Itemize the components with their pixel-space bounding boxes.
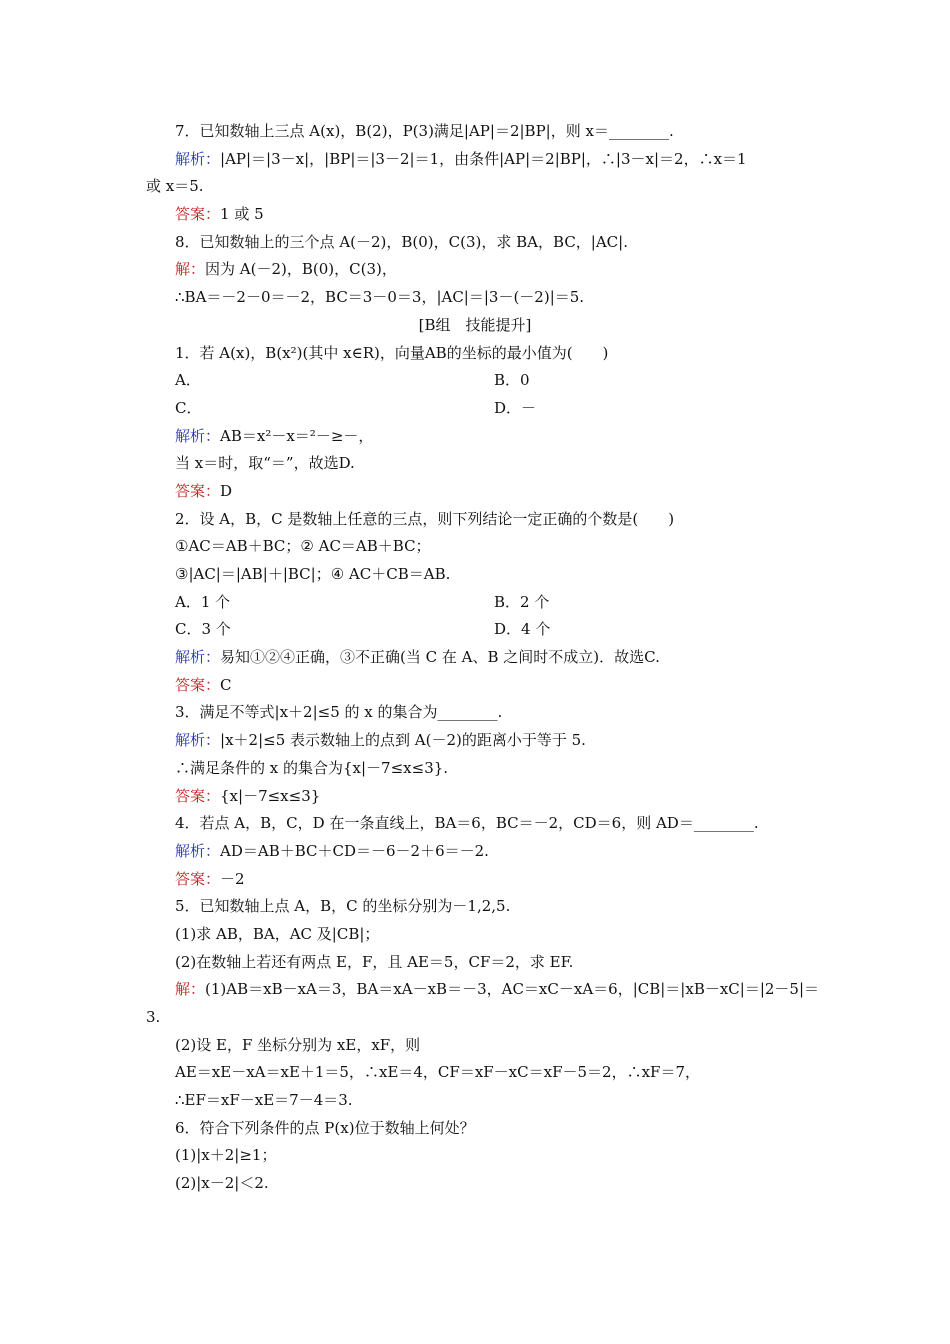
- text-line: 当 x＝时，取“＝”，故选D.: [175, 454, 355, 473]
- analysis-label: 解析：: [175, 149, 221, 168]
- answer-label: 答案：: [175, 675, 221, 694]
- answer-label: 答案：: [175, 869, 221, 888]
- text-line: 4．若点 A，B，C，D 在一条直线上，BA＝6，BC＝－2，CD＝6，则 AD＝________.: [175, 814, 759, 833]
- line-text: {x|－7≤x≤3}: [220, 786, 321, 805]
- analysis-label: 解析：: [175, 841, 221, 860]
- text-line: 或 x＝5.: [146, 177, 204, 196]
- text-line: (2)设 E，F 坐标分别为 xE，xF，则: [175, 1035, 421, 1054]
- option-right: D．4 个: [494, 620, 551, 639]
- analysis-label: 解析：: [175, 648, 221, 667]
- text-line: (2)|x－2|＜2.: [175, 1174, 269, 1193]
- line-text: C: [220, 675, 232, 694]
- text-line: ∴满足条件的 x 的集合为{x|－7≤x≤3}.: [175, 758, 449, 777]
- analysis-line: [0, 644, 950, 672]
- option-right: D．－: [494, 398, 537, 417]
- solution-label: 解：: [175, 980, 206, 999]
- option-left: C．: [175, 398, 202, 417]
- answer-label: 答案：: [175, 205, 221, 224]
- option-right: B．0: [494, 371, 530, 390]
- text-line: ∴EF＝xF－xE＝7－4＝3.: [175, 1091, 353, 1110]
- line-text: (1)AB＝xB－xA＝3，BA＝xA－xB＝－3，AC＝xC－xA＝6，|CB|＝|xB－xC|＝|2－5|＝: [205, 980, 820, 999]
- text-line: 7．已知数轴上三点 A(x)，B(2)，P(3)满足|AP|＝2|BP|，则 x＝________.: [175, 122, 674, 140]
- text-line: 3．满足不等式|x＋2|≤5 的 x 的集合为________.: [175, 703, 503, 722]
- analysis-line: [0, 727, 950, 755]
- section-heading: [B组 技能提升]: [418, 315, 532, 334]
- line-text: AD＝AB＋BC＋CD＝－6－2＋6＝－2.: [220, 841, 489, 860]
- answer-line: [0, 866, 950, 894]
- answer-label: 答案：: [175, 786, 221, 805]
- answer-line: [0, 783, 950, 811]
- line-text: AB＝x²－x＝²－≥－，: [220, 426, 374, 445]
- analysis-label: 解析：: [175, 731, 221, 750]
- option-row: [0, 589, 950, 617]
- text-line: 1．若 A(x)，B(x²)(其中 x∈R)，向量AB的坐标的最小值为( ): [175, 343, 609, 362]
- text-line: ①AC＝AB＋BC；② AC＝AB＋BC；: [175, 537, 431, 556]
- text-line: (2)在数轴上若还有两点 E，F，且 AE＝5，CF＝2，求 EF.: [175, 952, 574, 971]
- line-text: |AP|＝|3－x|，|BP|＝|3－2|＝1，由条件|AP|＝2|BP|，∴|3－x|＝2，∴x＝1: [220, 149, 747, 168]
- option-row: [0, 395, 950, 423]
- option-left: C．3 个: [175, 620, 231, 639]
- text-line: (1)|x＋2|≥1；: [175, 1146, 277, 1165]
- text-line: ③|AC|＝|AB|＋|BC|；④ AC＋CB＝AB.: [175, 565, 451, 583]
- option-left: A．1 个: [175, 592, 231, 611]
- text-line: 6．符合下列条件的点 P(x)位于数轴上何处？: [175, 1118, 475, 1137]
- text-line: 2．设 A，B，C 是数轴上任意的三点，则下列结论一定正确的个数是( ): [175, 509, 675, 528]
- line-text: －2: [220, 869, 245, 888]
- solution-line: [0, 976, 950, 1004]
- text-line: 3.: [146, 1008, 161, 1026]
- analysis-line: [0, 146, 950, 174]
- analysis-line: [0, 838, 950, 866]
- line-text: D: [220, 481, 233, 500]
- option-row: [0, 616, 950, 644]
- analysis-label: 解析：: [175, 426, 221, 445]
- text-line: 5．已知数轴上点 A，B，C 的坐标分别为－1,2,5.: [175, 897, 511, 916]
- line-text: |x＋2|≤5 表示数轴上的点到 A(－2)的距离小于等于 5.: [220, 731, 586, 750]
- answer-line: [0, 201, 950, 229]
- document-body: [0, 118, 950, 1198]
- answer-line: [0, 672, 950, 700]
- solution-line: [0, 256, 950, 284]
- line-text: 1 或 5: [220, 205, 264, 224]
- line-text: 因为 A(－2)，B(0)，C(3)，: [205, 260, 397, 279]
- answer-label: 答案：: [175, 481, 221, 500]
- solution-label: 解：: [175, 260, 206, 279]
- option-right: B．2 个: [494, 592, 550, 611]
- answer-line: [0, 478, 950, 506]
- analysis-line: [0, 423, 950, 451]
- text-line: ∴BA＝－2－0＝－2，BC＝3－0＝3，|AC|＝|3－(－2)|＝5.: [175, 288, 585, 307]
- option-row: [0, 367, 950, 395]
- text-line: 8．已知数轴上的三个点 A(－2)，B(0)，C(3)，求 BA，BC，|AC|.: [175, 232, 628, 251]
- option-left: A．: [175, 371, 201, 390]
- line-text: 易知①②④正确，③不正确(当 C 在 A、B 之间时不成立)．故选C.: [220, 648, 660, 667]
- text-line: AE＝xE－xA＝xE＋1＝5，∴xE＝4，CF＝xF－xC＝xF－5＝2，∴xF＝7，: [175, 1063, 700, 1082]
- text-line: (1)求 AB，BA，AC 及|CB|；: [175, 924, 380, 943]
